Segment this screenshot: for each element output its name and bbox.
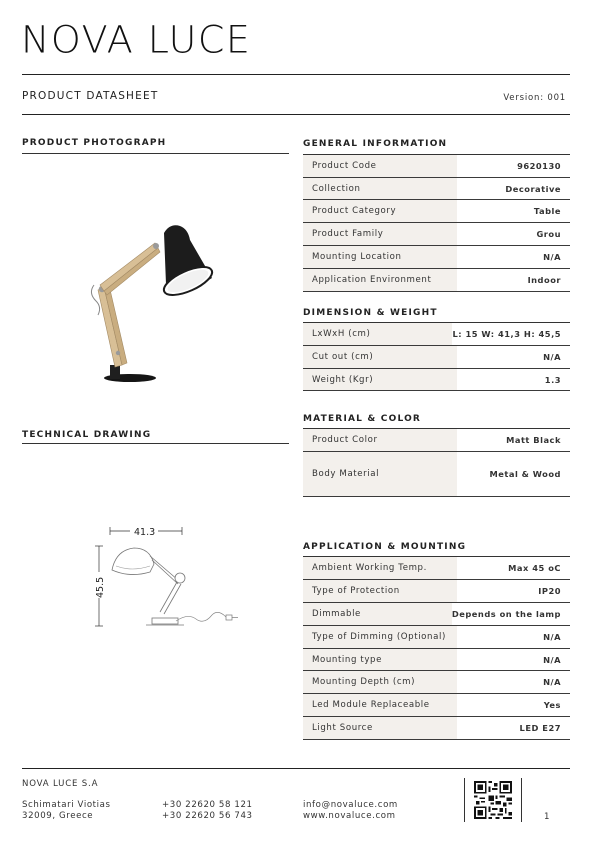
row-label: Light Source xyxy=(303,717,457,739)
table-row xyxy=(303,269,570,292)
photo-section-rule xyxy=(22,153,289,154)
row-label: Led Module Replaceable xyxy=(303,694,457,716)
row-label: Product Code xyxy=(303,155,457,177)
row-value: Matt Black xyxy=(506,435,561,445)
row-label: Body Material xyxy=(303,452,457,496)
lamp-upper-arm xyxy=(100,243,158,291)
photo-section-title: PRODUCT PHOTOGRAPH xyxy=(22,138,167,148)
row-label: Type of Protection xyxy=(303,580,457,602)
datasheet-label: PRODUCT DATASHEET xyxy=(22,90,159,102)
brand-logo: NOVA LUCE xyxy=(21,18,252,62)
footer-company: NOVA LUCE S.A xyxy=(22,779,99,789)
row-label: Type of Dimming (Optional) xyxy=(303,626,457,648)
page-number: 1 xyxy=(544,812,550,822)
product-photo xyxy=(80,215,230,390)
table-row xyxy=(303,246,570,269)
footer-website-link[interactable]: www.novaluce.com xyxy=(303,811,396,821)
table-row xyxy=(303,452,570,497)
row-value: 1.3 xyxy=(544,374,561,385)
header-rule-top xyxy=(22,74,570,75)
row-label: Application Environment xyxy=(303,269,457,291)
row-label: Cut out (cm) xyxy=(303,346,457,368)
footer-rule xyxy=(22,768,570,769)
row-label: LxWxH (cm) xyxy=(303,323,452,345)
row-value: N/A xyxy=(543,252,561,262)
table-row xyxy=(303,557,570,580)
drawing-section-title: TECHNICAL DRAWING xyxy=(22,430,152,440)
dimension-weight-table xyxy=(303,323,570,391)
table-row xyxy=(303,346,570,369)
row-label: Weight (Kgr) xyxy=(303,369,457,390)
header-rule-bottom xyxy=(22,114,570,115)
row-value: N/A xyxy=(543,352,561,362)
row-label: Mounting type xyxy=(303,649,457,670)
row-value: Metal & Wood xyxy=(489,469,561,479)
table-row xyxy=(303,429,570,452)
row-label: Product Color xyxy=(303,429,457,451)
footer-phone-2: +30 22620 56 743 xyxy=(162,811,253,821)
row-value: IP20 xyxy=(538,586,561,596)
table-row xyxy=(303,178,570,200)
row-value: Decorative xyxy=(505,183,561,194)
technical-drawing xyxy=(80,520,250,635)
footer-email-link[interactable]: info@novaluce.com xyxy=(303,800,398,810)
drawing-height-label: 45.5 xyxy=(95,576,106,598)
row-value: N/A xyxy=(543,654,561,665)
row-value: Table xyxy=(533,206,561,216)
material-color-table xyxy=(303,429,570,497)
table-row xyxy=(303,626,570,649)
row-value: Max 45 oC xyxy=(508,563,561,573)
row-value: Grou xyxy=(536,229,561,239)
general-info-table xyxy=(303,155,570,292)
row-value: LED E27 xyxy=(519,723,561,733)
row-label: Product Category xyxy=(303,200,457,222)
drawing-section-rule xyxy=(22,443,289,444)
row-value: N/A xyxy=(543,677,561,687)
table-row xyxy=(303,649,570,671)
table-row xyxy=(303,580,570,603)
application-mounting-table xyxy=(303,557,570,740)
dimension-section-title: DIMENSION & WEIGHT xyxy=(303,308,438,318)
row-label: Dimmable xyxy=(303,603,452,625)
qr-code-frame xyxy=(464,778,522,822)
row-value: N/A xyxy=(543,632,561,642)
table-row xyxy=(303,155,570,178)
row-label: Collection xyxy=(303,178,457,199)
general-section-title: GENERAL INFORMATION xyxy=(303,139,448,149)
drawing-width-label: 41.3 xyxy=(134,527,156,538)
row-label: Mounting Depth (cm) xyxy=(303,671,457,693)
material-section-title: MATERIAL & COLOR xyxy=(303,414,422,424)
table-row xyxy=(303,603,570,626)
qr-code-icon xyxy=(474,781,512,819)
table-row xyxy=(303,671,570,694)
row-value: Depends on the lamp xyxy=(451,609,561,619)
row-value: 9620130 xyxy=(517,161,561,171)
table-row xyxy=(303,369,570,391)
row-label: Ambient Working Temp. xyxy=(303,557,457,579)
row-value: Yes xyxy=(543,700,561,710)
row-value: L: 15 W: 41,3 H: 45,5 xyxy=(452,329,561,339)
version-label: Version: 001 xyxy=(503,93,566,103)
table-row xyxy=(303,223,570,246)
table-row xyxy=(303,323,570,346)
row-label: Mounting Location xyxy=(303,246,457,268)
table-row xyxy=(303,717,570,740)
row-label: Product Family xyxy=(303,223,457,245)
table-row xyxy=(303,200,570,223)
footer-address-line2: 32009, Greece xyxy=(22,811,94,821)
footer-phone-1: +30 22620 58 121 xyxy=(162,800,253,810)
footer-address-line1: Schimatari Viotias xyxy=(22,800,111,810)
application-section-title: APPLICATION & MOUNTING xyxy=(303,542,467,552)
row-value: Indoor xyxy=(527,275,561,285)
table-row xyxy=(303,694,570,717)
